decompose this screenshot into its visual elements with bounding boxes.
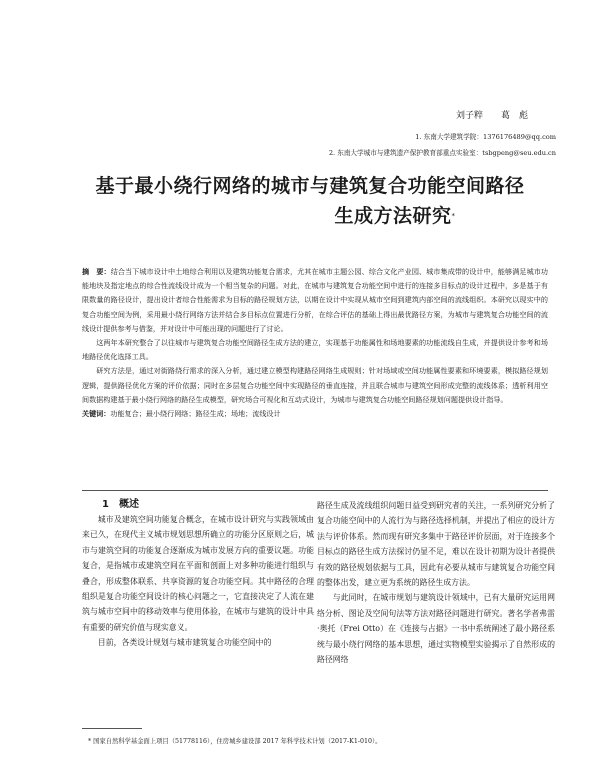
- keywords-label: 关键词：: [82, 409, 111, 419]
- keywords-text: 功能复合；最小绕行网络；路径生成；场地；流线设计: [110, 409, 281, 419]
- affiliation-2: 2. 东南大学城市与建筑遗产保护教育部重点实验室：tsbgpeng@seu.edu.cn: [328, 149, 556, 157]
- footnote: * 国家自然科学基金面上项目（51778116），住房城乡建设部 2017 年科学技术计划（2017-K1-010）。: [88, 738, 382, 745]
- title-line-2-text: 生成方法研究: [334, 205, 452, 227]
- author-names: 刘子粹 葛 彪: [455, 111, 528, 121]
- title-line-2: [70, 201, 550, 231]
- left-paragraph-2: 目前，各类设计规划与城市建筑复合功能空间中的: [97, 638, 272, 648]
- right-paragraph-2: 与此同时，在城市规划与建筑设计领域中，已有大量研究运用网络分析、图论及空间句法等方法对路径问题进行研究。著名学者弗雷·奥托（Frei Otto）在《连接与占据》一书中系统阐述了最小路径系统与最小绕行网络的基本思想，通过实物模型实验揭示了自然形成的路径网络: [317, 593, 555, 665]
- section-heading: 1 概述: [102, 499, 139, 510]
- abstract-text: 结合当下城市设计中土地综合利用以及建筑功能复合需求，尤其在城市主题公园、综合文化产业园、城市集成带的设计中，能够满足城市功能地块及指定地点的综合性流线设计成为一个相当复杂的问题。对此，在城市与建筑复合功能空间中进行的连接多目标点的设计过程中，多是基于有限数量的路径设计，提出设计者综合性能需求为目标的路径规划方法，以期在设计中实现从城市空间到建筑内部空间的流线组织。本研究以现实中的复合功能空间为例，采用最小绕行网络方法并结合多目标点位置进行分析，在综合评估的基础上得出最优路径方案，为城市与建筑复合功能空间的流线设计提供参考与借鉴，并对设计中可能出现的问题进行了讨论。: [82, 267, 549, 333]
- title-footnote-mark: *: [451, 212, 456, 220]
- abstract: [82, 265, 548, 421]
- abstract-para-3: 研究方法是，通过对街路绕行需求的深入分析，通过建立模型构建路径网络生成规则；针对场域或空间功能属性要素和环境要素，模拟路径规划逻辑，提供路径优化方案的评价依据；同时在多层复合功能空间中实现路径的垂直连接，并且联合城市与建筑空间形成完整的流线体系；透析利用空间数据构建基于最小绕行网络的路径生成模型，研究场合可视化和互动式设计，为城市与建筑复合功能空间路径规划问题提供设计指导。: [82, 366, 548, 404]
- abstract-divider: [82, 490, 548, 491]
- right-paragraph-1: 路径生成及流线组织问题日益受到研究者的关注，一系列研究分析了复合功能空间中的人流行为与路径选择机制，并提出了相应的设计方法与评价体系。然而现有研究多集中于路径评价层面，对于连接多个目标点的路径生成方法探讨仍显不足，难以在设计初期为设计者提供有效的路径规划依据与工具，因此有必要从城市与建筑复合功能空间的整体出发，建立更为系统的路径生成方法。: [317, 501, 555, 588]
- left-paragraph-1: 城市及建筑空间功能复合概念，在城市设计研究与实践领域由来已久，在现代主义城市规划思想所确立的功能分区原则之后，城市与建筑空间的功能复合逐渐成为城市发展方向的重要议题。功能复合，是指城市或建筑空间在平面和剖面上对多种功能进行组织与叠合，形成整体联系、共享资源的复合功能空间。其中路径的合理组织是复合功能空间设计的核心问题之一，它直接决定了人流在建筑与城市空间中的移动效率与使用体验，在城市与建筑的设计中具有重要的研究价值与现实意义。: [82, 515, 314, 632]
- abstract-para-1: [82, 265, 548, 336]
- footnote-divider: [82, 728, 142, 729]
- right-column: [317, 498, 555, 667]
- title-line-1: 基于最小绕行网络的城市与建筑复合功能空间路径: [95, 175, 525, 197]
- affiliation-1: 1. 东南大学建筑学院：1376176489@qq.com: [415, 133, 556, 141]
- keywords: [82, 407, 548, 421]
- abstract-label: 摘 要：: [82, 267, 111, 276]
- abstract-para-2: 这两年本研究整合了以往城市与建筑复合功能空间路径生成方法的建立，实现基于功能属性和场地要素的功能流线自生成，并提供设计参考和场地路径优化选择工具。: [82, 338, 548, 362]
- left-column: [82, 498, 314, 651]
- paper-title: [70, 171, 550, 231]
